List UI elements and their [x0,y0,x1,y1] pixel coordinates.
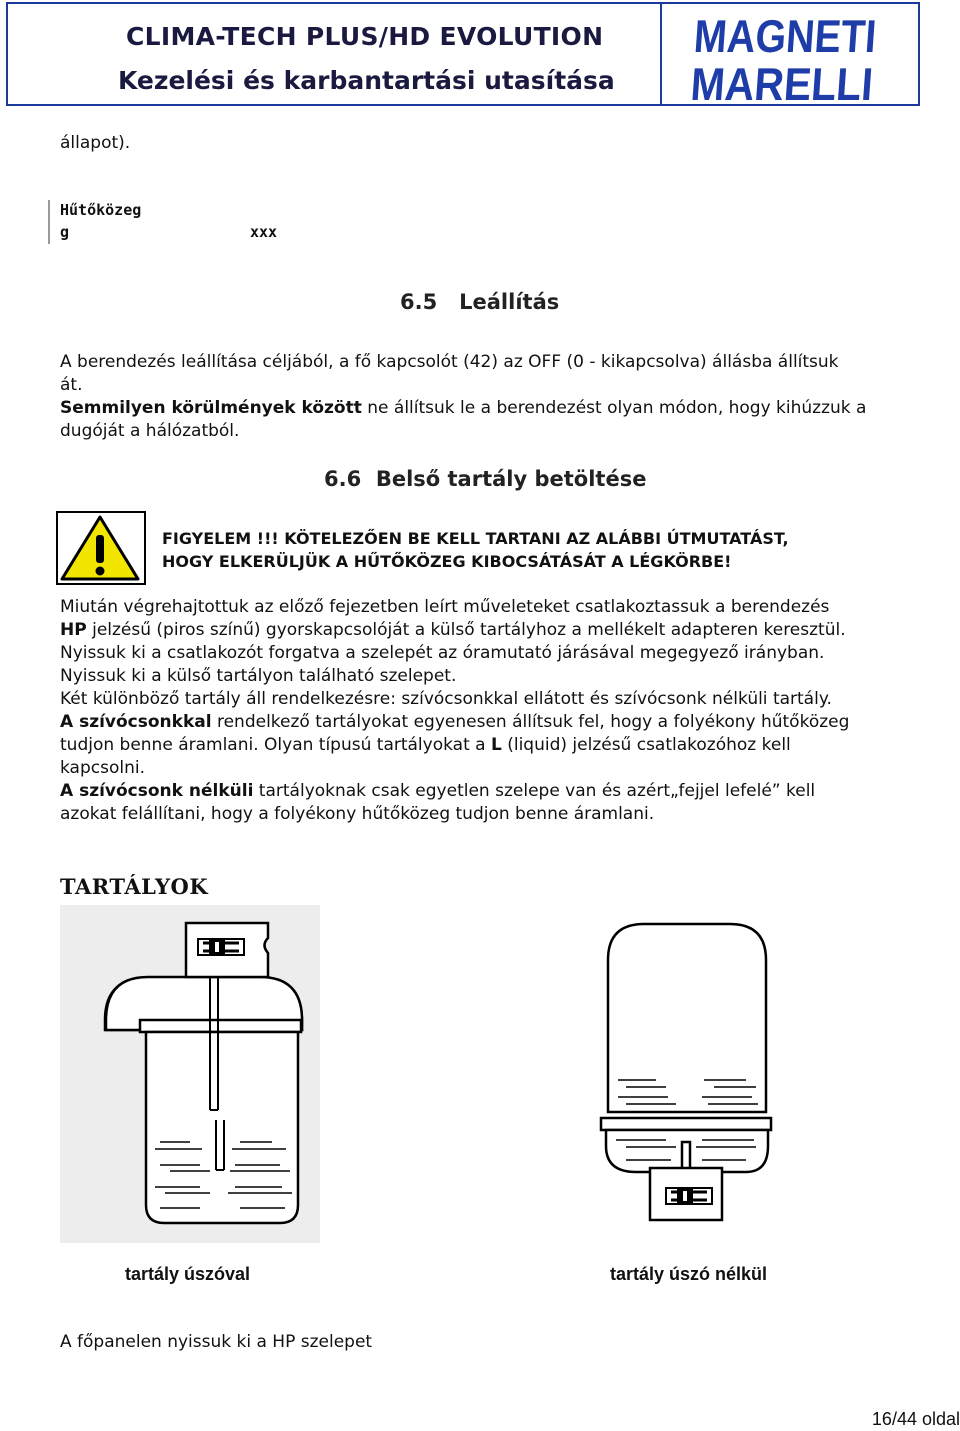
paragraph-line: tudjon benne áramlani. Olyan típusú tartályokat a L (liquid) jelzésű csatlakozóhoz kell [60,735,791,755]
paragraph-line: A szívócsonk nélküli tartályoknak csak egyetlen szelepe van és azért„fejjel lefelé” kell [60,781,816,801]
paragraph-line: Nyissuk ki a külső tartályon található szelepet. [60,666,457,686]
document-subtitle: Kezelési és karbantartási utasítása [118,66,615,95]
tanks-heading: TARTÁLYOK [60,874,209,899]
continued-text: állapot). [60,133,131,153]
emphasis: A szívócsonkkal [60,712,212,732]
logo-text-line1: MAGNETI [692,10,909,62]
document-title: CLIMA-TECH PLUS/HD EVOLUTION [126,22,604,51]
paragraph-line: Két különböző tartály áll rendelkezésre: szívócsonkkal ellátott és szívócsonk nélküli tartály. [60,689,832,709]
paragraph-line: Miután végrehajtottuk az előző fejezetben leírt műveleteket csatlakoztassuk a berendezés [60,597,830,617]
magneti-marelli-logo [689,10,909,110]
emphasis: L [490,735,502,755]
page-number: 16/44 oldal [871,1409,960,1429]
paragraph-line: Nyissuk ki a csatlakozót forgatva a szelepét az óramutató járásával megegyező irányban. [60,643,825,663]
paragraph-line: kapcsolni. [60,758,145,778]
section-number: 6.6 [324,467,362,491]
note-label: Hűtőközeg [60,201,142,219]
paragraph-line: Semmilyen körülmények között ne állítsuk le a berendezést olyan módon, hogy kihúzzuk a [60,398,867,418]
tank-with-float-diagram [60,905,320,1243]
section-title: Leállítás [459,290,560,314]
header-divider [660,2,662,106]
emphasis: A szívócsonk nélküli [60,781,254,801]
note-unit: g [60,223,70,241]
section-number: 6.5 [400,290,438,314]
paragraph-line: A berendezés leállítása céljából, a fő kapcsolót (42) az OFF (0 - kikapcsolva) állásba állítsuk [60,352,839,372]
paragraph-line: dugóját a hálózatból. [60,421,240,441]
emphasis: HP [60,620,87,640]
warning-text-line2: HOGY ELKERÜLJÜK A HŰTŐKÖZEG KIBOCSÁTÁSÁT A LÉGKÖRBE! [162,552,732,571]
section-title: Belső tartály betöltése [375,467,647,491]
warning-icon [56,511,146,585]
paragraph-line: azokat felállítani, hogy a folyékony hűtőközeg tudjon benne áramlani. [60,804,655,824]
caption-tank-without-float: tartály úszó nélkül [610,1264,768,1284]
logo-text-line2: MARELLI [689,58,898,110]
paragraph-line: A szívócsonkkal rendelkező tartályokat egyenesen állítsuk fel, hogy a folyékony hűtőközeg [60,712,850,732]
tank-without-float-diagram [596,920,784,1242]
section-6-5-heading [400,290,559,314]
paragraph-line: át. [60,375,83,395]
caption-tank-with-float: tartály úszóval [125,1264,251,1284]
warning-text-line1: FIGYELEM !!! KÖTELEZŐEN BE KELL TARTANI AZ ALÁBBI ÚTMUTATÁST, [162,529,789,548]
section-6-6-heading [324,467,646,491]
note-value: xxx [250,223,278,241]
paragraph-line: HP jelzésű (piros színű) gyorskapcsolóját a külső tartályhoz a mellékelt adapteren keresztül. [60,620,846,640]
note-margin-bar [48,200,50,244]
emphasis: Semmilyen körülmények között [60,398,362,418]
bottom-instruction: A főpanelen nyissuk ki a HP szelepet [60,1332,373,1352]
